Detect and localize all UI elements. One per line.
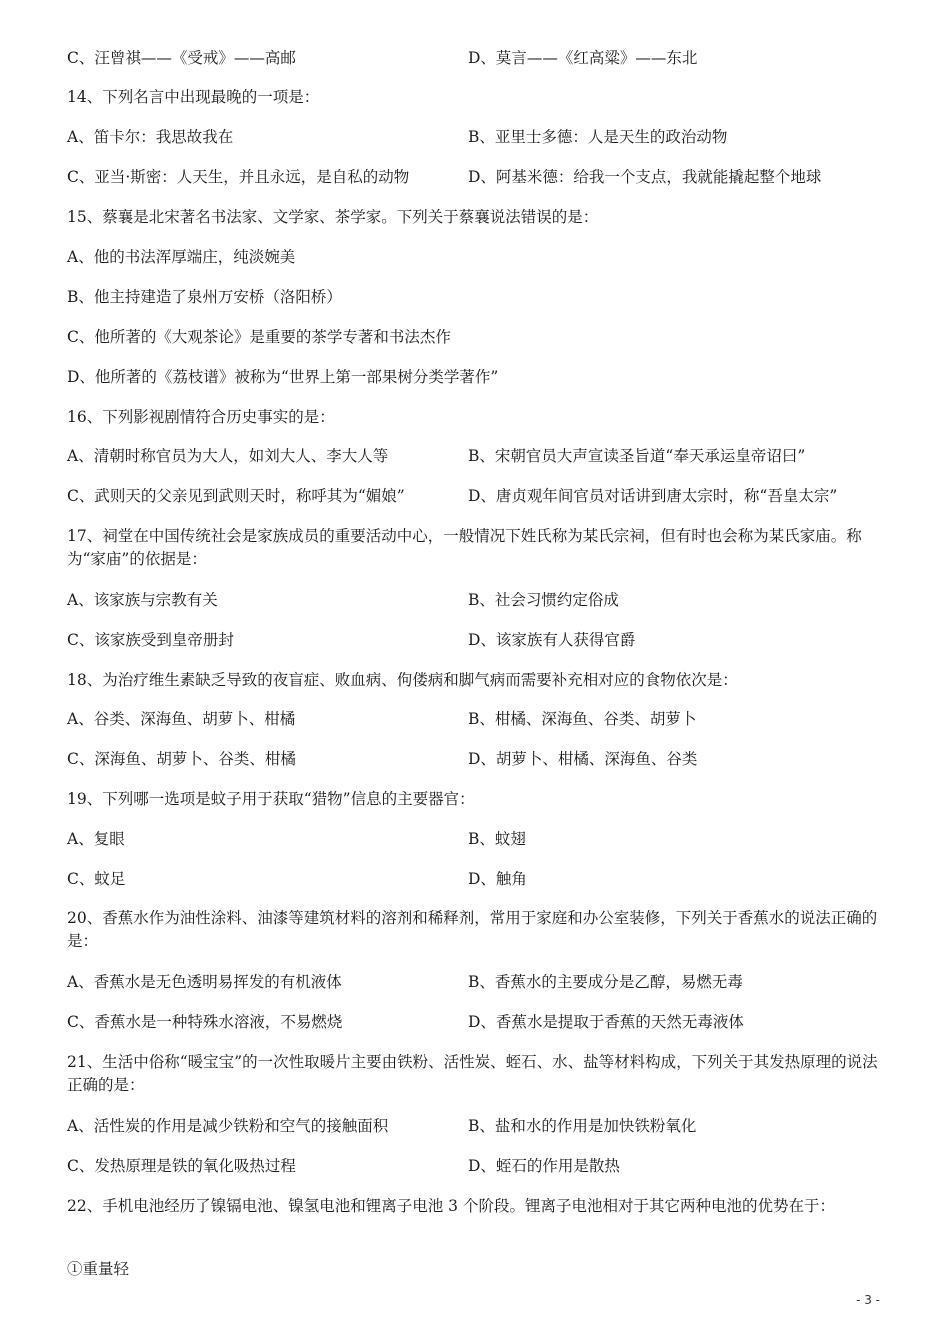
option-17-b: B、社会习惯约定俗成 (468, 591, 619, 609)
question-20-stem: 20、香蕉水作为油性涂料、油漆等建筑材料的溶剂和稀释剂，常用于家庭和办公室装修，下列关于香蕉水的说法正确的是： (67, 909, 878, 950)
option-16-c: C、武则天的父亲见到武则天时，称呼其为“媚娘” (67, 487, 405, 505)
option-20-d: D、香蕉水是提取于香蕉的天然无毒液体 (468, 1013, 744, 1031)
option-21-d: D、蛭石的作用是散热 (468, 1157, 620, 1175)
option-21-a: A、活性炭的作用是减少铁粉和空气的接触面积 (67, 1117, 389, 1135)
question-14-stem: 14、下列名言中出现最晚的一项是： (67, 88, 320, 106)
page-number: - 3 - (856, 1293, 880, 1307)
option-15-d: D、他所著的《荔枝谱》被称为“世界上第一部果树分类学著作” (67, 368, 499, 386)
option-18-b: B、柑橘、深海鱼、谷类、胡萝卜 (468, 710, 697, 728)
option-14-a: A、笛卡尔：我思故我在 (67, 128, 234, 146)
option-15-c: C、他所著的《大观茶论》是重要的茶学专著和书法杰作 (67, 328, 451, 346)
option-19-d: D、触角 (468, 870, 527, 888)
option-19-c: C、蚊足 (67, 870, 126, 888)
option-13-c: C、汪曾祺——《受戒》——高邮 (67, 49, 296, 67)
option-14-c: C、亚当·斯密：人天生，并且永远，是自私的动物 (67, 168, 410, 186)
option-19-a: A、复眼 (67, 830, 125, 848)
option-17-c: C、该家族受到皇帝册封 (67, 631, 234, 649)
question-21-stem: 21、生活中俗称“暖宝宝”的一次性取暖片主要由铁粉、活性炭、蛭石、水、盐等材料构成，下列关于其发热原理的说法正确的是： (67, 1053, 878, 1094)
option-14-d: D、阿基米德：给我一个支点，我就能撬起整个地球 (468, 168, 822, 186)
question-22-item-1: ①重量轻 (67, 1260, 130, 1278)
option-18-d: D、胡萝卜、柑橘、深海鱼、谷类 (468, 750, 698, 768)
question-18-stem: 18、为治疗维生素缺乏导致的夜盲症、败血病、佝偻病和脚气病而需要补充相对应的食物依次是： (67, 671, 738, 689)
question-17-stem: 17、祠堂在中国传统社会是家族成员的重要活动中心，一般情况下姓氏称为某氏宗祠，但有时也会称为某氏家庙。称为“家庙”的依据是： (67, 527, 862, 568)
option-19-b: B、蚊翅 (468, 830, 526, 848)
option-14-b: B、亚里士多德：人是天生的政治动物 (468, 128, 728, 146)
option-20-c: C、香蕉水是一种特殊水溶液，不易燃烧 (67, 1013, 343, 1031)
option-20-a: A、香蕉水是无色透明易挥发的有机液体 (67, 973, 342, 991)
question-15-stem: 15、蔡襄是北宋著名书法家、文学家、茶学家。下列关于蔡襄说法错误的是： (67, 208, 599, 226)
option-17-a: A、该家族与宗教有关 (67, 591, 218, 609)
option-13-d: D、莫言——《红高粱》——东北 (468, 49, 698, 67)
option-15-a: A、他的书法浑厚端庄，纯淡婉美 (67, 248, 296, 266)
option-21-c: C、发热原理是铁的氧化吸热过程 (67, 1157, 296, 1175)
option-21-b: B、盐和水的作用是加快铁粉氧化 (468, 1117, 697, 1135)
question-16-stem: 16、下列影视剧情符合历史事实的是： (67, 408, 335, 426)
option-16-a: A、清朝时称官员为大人，如刘大人、李大人等 (67, 447, 389, 465)
option-18-a: A、谷类、深海鱼、胡萝卜、柑橘 (67, 710, 296, 728)
option-15-b: B、他主持建造了泉州万安桥（洛阳桥） (67, 288, 342, 306)
question-19-stem: 19、下列哪一选项是蚊子用于获取“猎物”信息的主要器官： (67, 790, 475, 808)
option-16-d: D、唐贞观年间官员对话讲到唐太宗时，称“吾皇太宗” (468, 487, 838, 505)
option-20-b: B、香蕉水的主要成分是乙醇，易燃无毒 (468, 973, 743, 991)
question-22-stem: 22、手机电池经历了镍镉电池、镍氢电池和锂离子电池 3 个阶段。锂离子电池相对于其它两种电池的优势在于： (67, 1197, 835, 1215)
option-16-b: B、宋朝官员大声宣读圣旨道“奉天承运皇帝诏曰” (468, 447, 806, 465)
option-18-c: C、深海鱼、胡萝卜、谷类、柑橘 (67, 750, 296, 768)
option-17-d: D、该家族有人获得官爵 (468, 631, 636, 649)
